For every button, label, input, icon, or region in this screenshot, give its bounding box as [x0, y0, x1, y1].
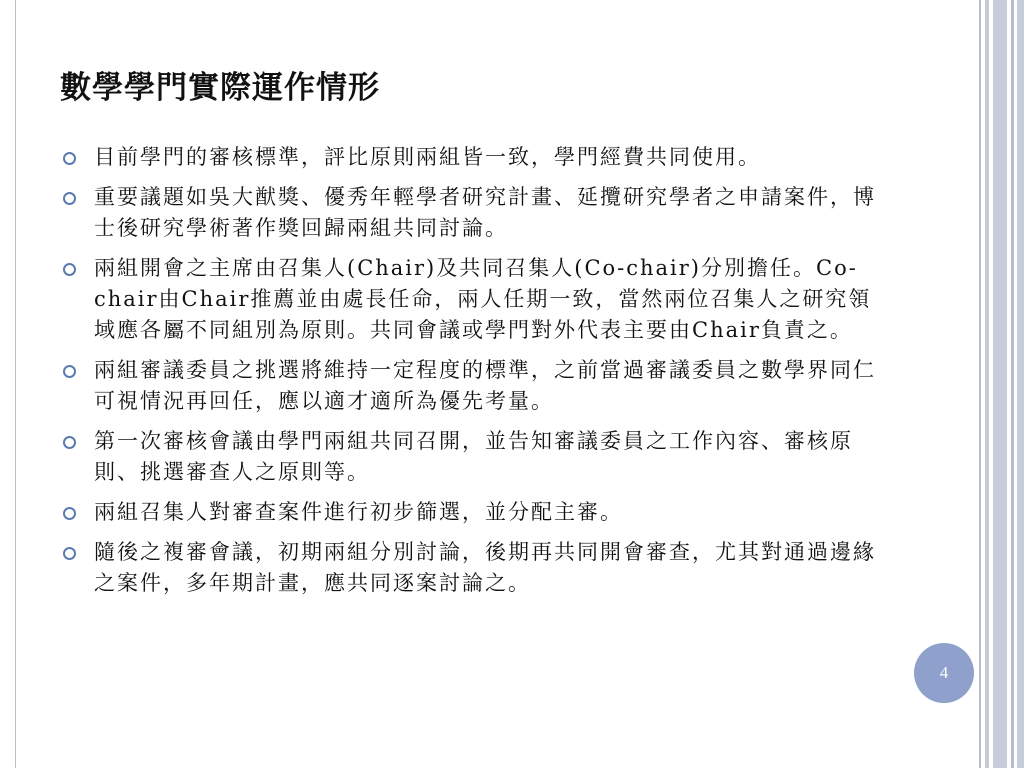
bullet-list	[60, 142, 890, 608]
stripe	[1017, 0, 1024, 768]
bullet-item	[60, 253, 890, 346]
bullet-text: 重要議題如吳大猷獎、優秀年輕學者研究計畫、延攬研究學者之申請案件，博士後研究學術著作獎回歸兩組共同討論。	[94, 185, 876, 240]
bullet-ring-icon	[63, 436, 76, 449]
bullet-ring-icon	[63, 263, 76, 276]
right-decorative-stripes	[979, 0, 1024, 768]
stripe	[1011, 0, 1014, 768]
bullet-item	[60, 537, 890, 599]
bullet-item	[60, 355, 890, 417]
bullet-item	[60, 497, 890, 528]
bullet-ring-icon	[63, 152, 76, 165]
bullet-text: 兩組開會之主席由召集人(Chair)及共同召集人(Co-chair)分別擔任。Co-chair由Chair推薦並由處長任命，兩人任期一致，當然兩位召集人之研究領域應各屬不同組別為原則。共同會議或學門對外代表主要由Chair負責之。	[94, 256, 872, 342]
left-border-line	[15, 0, 16, 768]
slide-title: 數學學門實際運作情形	[60, 70, 380, 106]
bullet-ring-icon	[63, 547, 76, 560]
bullet-ring-icon	[63, 365, 76, 378]
bullet-item	[60, 426, 890, 488]
stripe	[993, 0, 1007, 768]
bullet-text: 第一次審核會議由學門兩組共同召開，並告知審議委員之工作內容、審核原則、挑選審查人之原則等。	[94, 429, 853, 484]
stripe	[979, 0, 981, 768]
bullet-text: 兩組召集人對審查案件進行初步篩選，並分配主審。	[94, 500, 623, 524]
bullet-ring-icon	[63, 192, 76, 205]
bullet-text: 兩組審議委員之挑選將維持一定程度的標準，之前當過審議委員之數學界同仁可視情況再回任，應以適才適所為優先考量。	[94, 358, 876, 413]
page-number-badge: 4	[914, 643, 974, 703]
bullet-text: 目前學門的審核標準，評比原則兩組皆一致，學門經費共同使用。	[94, 145, 761, 169]
bullet-item	[60, 182, 890, 244]
bullet-ring-icon	[63, 507, 76, 520]
bullet-text: 隨後之複審會議，初期兩組分別討論，後期再共同開會審查，尤其對通過邊緣之案件，多年期計畫，應共同逐案討論之。	[94, 540, 876, 595]
bullet-item	[60, 142, 890, 173]
stripe	[985, 0, 989, 768]
